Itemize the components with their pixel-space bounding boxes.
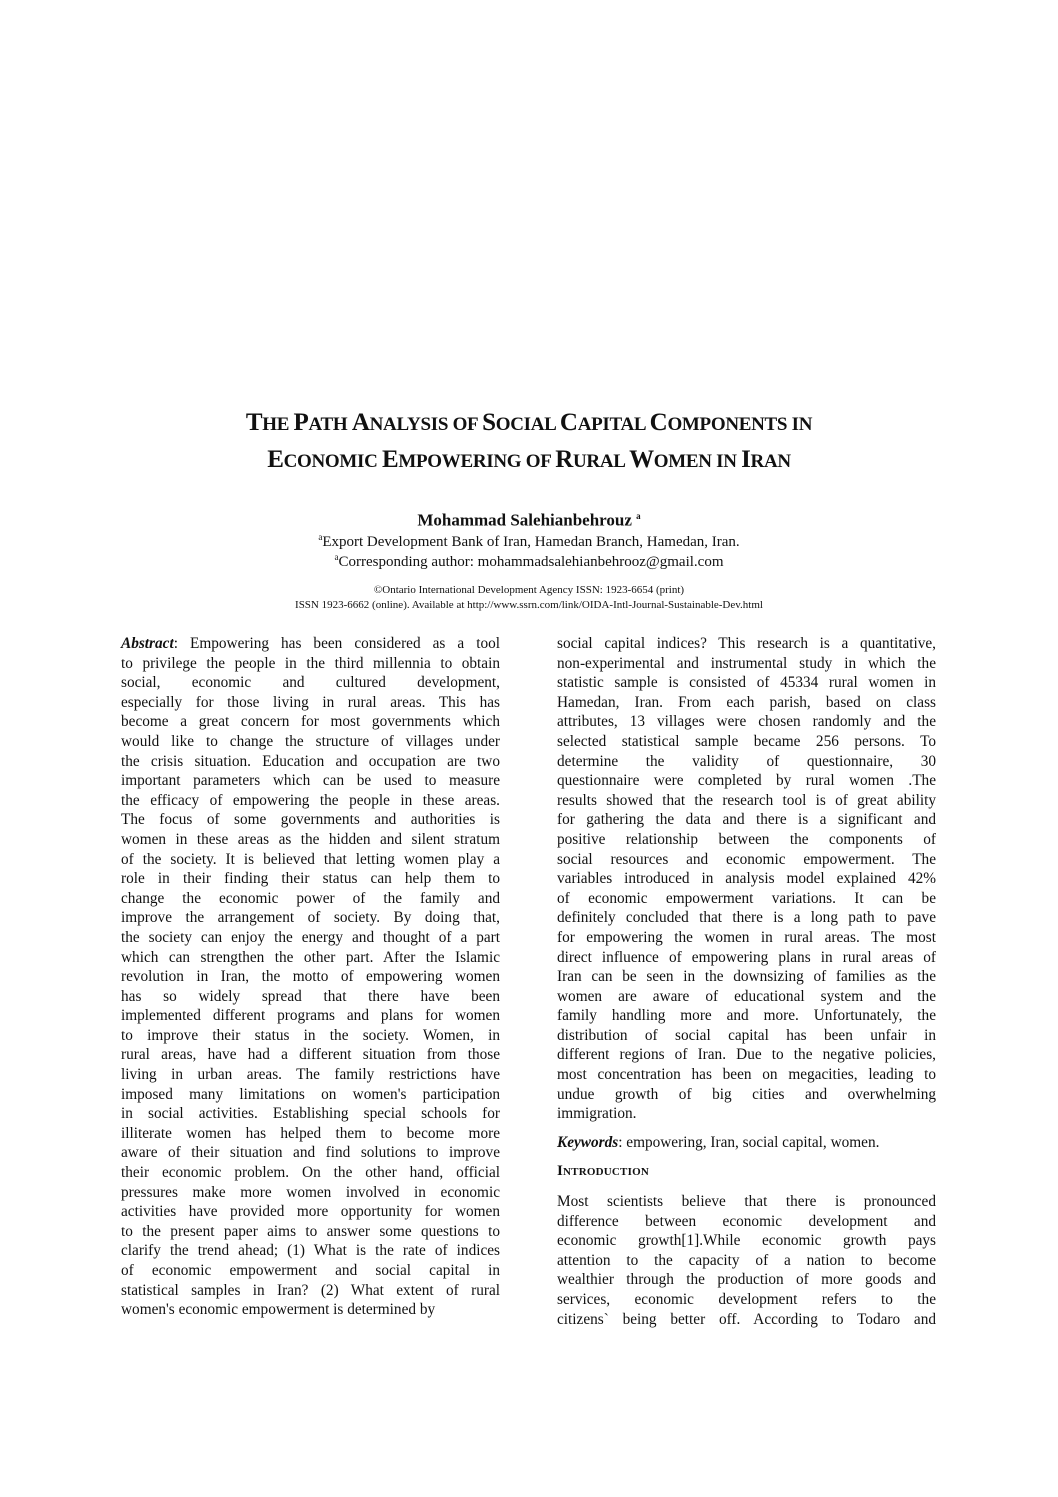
title-fragment: I — [741, 446, 751, 473]
text-line: attributes, 13 villages were chosen randomly and the — [557, 713, 936, 731]
text-line: wealthier through the production of more goods and — [557, 1271, 936, 1289]
keywords-text: : empowering, Iran, social capital, women. — [618, 1133, 880, 1151]
text-line: undue growth of big cities and overwhelming — [557, 1085, 936, 1103]
text-line: non-experimental and instrumental study in which the — [557, 654, 936, 672]
title-fragment: MPOWERING OF — [398, 451, 556, 472]
corresponding-marker: a — [334, 552, 339, 562]
text-line: the crisis situation. Education and occupation are two — [121, 752, 500, 770]
text-line: statistic sample is consisted of 45334 rural women in — [557, 674, 936, 692]
title-fragment: OMPONENTS IN — [667, 414, 813, 435]
title-fragment: P — [293, 409, 309, 436]
text-line: Hamedan, Iran. From each parish, based on class — [557, 693, 936, 711]
title-fragment: C — [649, 409, 668, 436]
title-fragment: C — [559, 409, 578, 436]
author-marker: a — [636, 511, 641, 521]
title-fragment: URAL — [573, 451, 630, 472]
text-line: difference between economic development and — [557, 1212, 936, 1230]
abstract-label: Abstract — [121, 635, 174, 652]
paper-title — [0, 405, 1058, 479]
text-line: distribution of social capital has been unfair in — [557, 1026, 936, 1044]
text-line: to privilege the people in the third millennia to obtain — [121, 654, 500, 672]
abstract-right-column — [557, 634, 936, 1329]
text-line: illiterate women has helped them to become more — [121, 1124, 500, 1142]
title-fragment: E — [267, 446, 284, 473]
text-line: clarify the trend ahead; (1) What is the rate of indices — [121, 1242, 500, 1260]
text-line: Abstract: Empowering has been considered as a tool — [121, 635, 500, 652]
text-line: variables introduced in analysis model explained 42% — [557, 870, 936, 888]
section-heading-introduction: Introduction — [557, 1163, 649, 1180]
text-line: has so widely spread that there have been — [121, 987, 500, 1005]
text-line: family handling more and more. Unfortunately, the — [557, 1007, 936, 1025]
title-fragment: E — [381, 446, 399, 473]
title-fragment: HE — [262, 414, 294, 435]
text-line: definitely concluded that there is a long path to pave — [557, 909, 936, 927]
text-line: the society can enjoy the energy and thought of a part — [121, 928, 500, 946]
copyright-line-2: ISSN 1923-6662 (online). Available at http://www.ssrn.com/link/OIDA-Intl-Journal-Sustainable-Dev.html — [295, 599, 763, 611]
title-fragment: ATH — [308, 414, 352, 435]
title-fragment: RAN — [750, 451, 791, 472]
author-name-text: Mohammad Salehianbehrouz — [417, 510, 632, 530]
text-line: social resources and economic empowerment. The — [557, 850, 936, 868]
introduction-text — [557, 1192, 936, 1329]
text-line: activities have provided more opportunity for women — [121, 1203, 500, 1221]
text-line: to improve their status in the society. Women, in — [121, 1026, 500, 1044]
text-line: immigration. — [557, 1105, 637, 1123]
title-fragment: APITAL — [577, 414, 650, 435]
text-line: to the present paper aims to answer some questions to — [121, 1222, 500, 1240]
text-line: of economic empowerment variations. It can be — [557, 889, 936, 907]
text-line: social capital indices? This research is a quantitative, — [557, 635, 936, 652]
text-line: The focus of some governments and authorities is — [121, 811, 500, 829]
text-line: living in urban areas. The family restrictions have — [121, 1066, 500, 1084]
title-fragment: W — [629, 446, 654, 473]
text-line: in social activities. Establishing special schools for — [121, 1105, 500, 1123]
text-line: revolution in Iran, the motto of empowering women — [121, 968, 500, 986]
text-line: rural areas, have had a different situation from those — [121, 1046, 500, 1064]
abstract-left-column — [121, 634, 500, 1320]
title-line-2 — [0, 442, 1058, 479]
title-fragment: T — [245, 409, 263, 436]
text-line: for gathering the data and there is a significant and — [557, 811, 936, 829]
affiliation-marker: a — [318, 532, 323, 542]
title-fragment: NALYSIS OF — [369, 414, 483, 435]
title-fragment: R — [555, 446, 574, 473]
title-fragment: CONOMIC — [283, 451, 382, 472]
text-line: become a great concern for most governments which — [121, 713, 500, 731]
text-line: improve the arrangement of society. By doing that, — [121, 909, 500, 927]
text-line: citizens` being better off. According to Todaro and — [557, 1310, 936, 1328]
text-line: most concentration has been on megacities, leading to — [557, 1066, 936, 1084]
text-line: imposed many limitations on women's participation — [121, 1085, 500, 1103]
text-line: direct influence of empowering plans in rural areas of — [557, 948, 936, 966]
keywords — [557, 1133, 936, 1153]
text-line: of economic empowerment and social capital in — [121, 1262, 500, 1279]
corresponding-text: Corresponding author: mohammadsalehianbehrooz@gmail.com — [338, 554, 724, 570]
text-line: which can strengthen the other part. After the Islamic — [121, 948, 500, 966]
text-line: aware of their situation and find solutions to improve — [121, 1144, 500, 1162]
text-line: implemented different programs and plans for women — [121, 1007, 500, 1025]
text-line: the efficacy of empowering the people in these areas. — [121, 791, 500, 809]
abstract-continued — [557, 634, 936, 1124]
text-line: positive relationship between the components of — [557, 830, 936, 848]
text-line: important parameters which can be used to measure — [121, 772, 500, 790]
title-line-1 — [0, 405, 1058, 442]
title-fragment: A — [351, 409, 370, 436]
text-line: Most scientists believe that there is pronounced — [557, 1193, 936, 1211]
text-line: women's economic empowerment is determined by — [121, 1301, 436, 1319]
text-line: role in their finding their status can help them to — [121, 870, 500, 888]
text-line: statistical samples in Iran? (2) What extent of rural — [121, 1281, 500, 1299]
text-line: for empowering the women in rural areas. The most — [557, 928, 936, 946]
text-line: pressures make more women involved in economic — [121, 1183, 500, 1201]
text-line: economic growth[1].While economic growth pays — [557, 1232, 936, 1250]
text-line: would like to change the structure of villages under — [121, 732, 500, 750]
text-line: determine the validity of questionnaire, 30 — [557, 752, 936, 770]
text-line: especially for those living in rural areas. This has — [121, 693, 500, 711]
text-line: women are aware of educational system and the — [557, 987, 936, 1005]
text-line: attention to the capacity of a nation to become — [557, 1251, 936, 1269]
title-fragment: OMEN IN — [653, 451, 742, 472]
text-line: of the society. It is believed that letting women play a — [121, 850, 500, 868]
affiliation-text: Export Development Bank of Iran, Hamedan Branch, Hamedan, Iran. — [322, 534, 740, 550]
text-line: services, economic development refers to the — [557, 1291, 936, 1308]
text-line: questionnaire were completed by rural women .The — [557, 772, 936, 790]
text-line: social, economic and cultured development, — [121, 674, 500, 692]
copyright-line-1: ©Ontario International Development Agency ISSN: 1923-6654 (print) — [373, 584, 685, 596]
corresponding-author — [0, 547, 1058, 572]
title-fragment: OCIAL — [495, 414, 560, 435]
text-line: their economic problem. On the other hand, official — [121, 1164, 500, 1182]
text-line: women in these areas as the hidden and silent stratum — [121, 830, 500, 848]
text-line: different regions of Iran. Due to the negative policies, — [557, 1046, 936, 1064]
text-line: change the economic power of the family and — [121, 889, 500, 907]
keywords-label: Keywords — [557, 1133, 619, 1151]
title-fragment: S — [482, 409, 496, 436]
text-line: selected statistical sample became 256 persons. To — [557, 732, 936, 750]
text-line: Iran can be seen in the downsizing of families as the — [557, 968, 936, 986]
text-line: results showed that the research tool is of great ability — [557, 791, 936, 809]
